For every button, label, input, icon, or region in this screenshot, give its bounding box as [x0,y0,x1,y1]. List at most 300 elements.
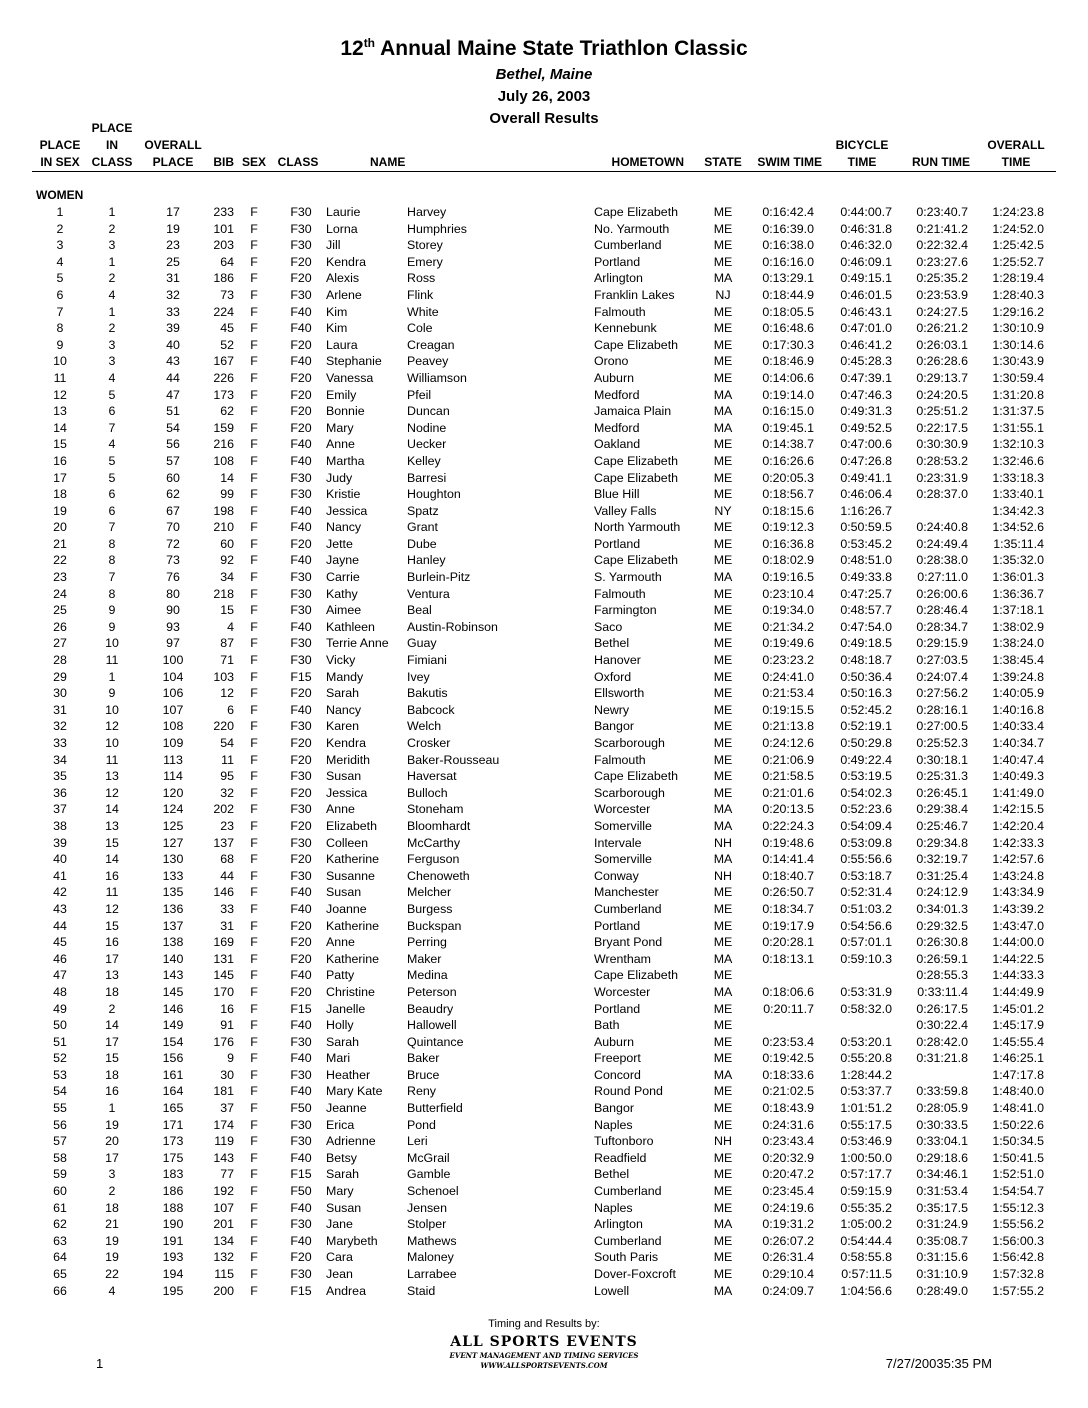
cell-overall-time: 1:29:16.2 [992,304,1044,319]
cell-first-name: Anne [326,935,355,950]
cell-first-name: Christine [326,984,375,999]
cell-run-time: 0:35:08.7 [916,1233,968,1248]
cell-hometown: Conway [594,868,639,883]
cell-first-name: Andrea [326,1283,366,1298]
cell-place-in-class: 2 [108,271,116,286]
cell-hometown: Wrentham [594,951,651,966]
cell-first-name: Jeanne [326,1101,367,1116]
cell-place-in-sex: 34 [53,752,67,767]
cell-hometown: Bangor [594,1101,634,1116]
cell-hometown: Newry [594,702,630,717]
cell-run-time: 0:28:42.0 [916,1034,968,1049]
cell-bicycle-time: 0:51:03.2 [840,901,892,916]
cell-overall-time: 1:40:33.4 [992,719,1044,734]
table-row [0,420,1088,437]
cell-hometown: Medford [594,387,640,402]
cell-class: F20 [290,271,312,286]
cell-bib: 73 [220,287,234,302]
cell-last-name: Melcher [407,885,452,900]
cell-swim-time: 0:19:12.3 [762,520,814,535]
cell-bib: 62 [220,404,234,419]
cell-class: F40 [290,885,312,900]
cell-bib: 107 [213,1200,234,1215]
cell-sex: F [250,1051,258,1066]
cell-sex: F [250,1034,258,1049]
cell-state: ME [713,603,733,618]
cell-sex: F [250,1250,258,1265]
table-row [0,221,1088,238]
cell-sex: F [250,984,258,999]
cell-run-time: 0:27:11.0 [917,570,968,585]
cell-class: F30 [290,586,312,601]
cell-run-time: 0:26:45.1 [916,785,968,800]
cell-overall-place: 146 [162,1001,184,1016]
cell-first-name: Susan [326,1200,362,1215]
cell-swim-time: 0:23:10.4 [762,586,814,601]
cell-last-name: Bruce [407,1067,440,1082]
table-row [0,270,1088,287]
cell-run-time: 0:25:31.3 [916,769,968,784]
cell-overall-place: 175 [162,1150,184,1165]
cell-overall-time: 1:55:56.2 [992,1217,1044,1232]
cell-place-in-class: 18 [105,1200,119,1215]
cell-sex: F [250,1267,258,1281]
cell-run-time: 0:34:46.1 [916,1167,968,1182]
cell-bib: 176 [213,1034,234,1049]
cell-place-in-class: 1 [108,1101,116,1116]
cell-first-name: Jean [326,1267,353,1281]
cell-overall-place: 194 [162,1267,184,1281]
table-row [0,951,1088,968]
cell-overall-place: 114 [163,769,183,784]
table-row [0,1117,1088,1134]
cell-place-in-sex: 4 [56,254,64,269]
cell-place-in-class: 12 [105,901,119,916]
cell-hometown: Portland [594,918,641,933]
cell-bib: 37 [220,1101,234,1116]
cell-bicycle-time: 0:48:57.7 [840,603,892,618]
cell-last-name: Beal [407,603,432,618]
cell-state: ME [713,935,733,950]
table-row [0,586,1088,603]
cell-place-in-class: 2 [108,1184,116,1199]
cell-overall-place: 124 [162,802,184,817]
cell-class: F30 [290,653,312,668]
cell-overall-place: 161 [162,1067,184,1082]
cell-run-time: 0:31:10.9 [916,1267,968,1281]
cell-overall-place: 51 [166,404,180,419]
cell-bib: 92 [220,553,234,568]
cell-overall-place: 90 [166,603,180,618]
table-row [0,1150,1088,1167]
event-location: Bethel, Maine [495,66,593,83]
table-row [0,353,1088,370]
cell-class: F40 [290,553,312,568]
cell-bicycle-time: 0:49:31.3 [840,404,892,419]
cell-last-name: Peavey [407,354,449,369]
cell-overall-place: 113 [163,752,183,767]
cell-swim-time: 0:23:45.4 [762,1184,814,1199]
cell-sex: F [250,1283,258,1298]
cell-state: MA [713,271,733,286]
cell-place-in-sex: 64 [53,1250,67,1265]
cell-overall-time: 1:43:47.0 [992,918,1044,933]
cell-class: F20 [290,918,312,933]
cell-last-name: Perring [407,935,447,950]
cell-bicycle-time: 0:53:18.7 [840,868,892,883]
cell-sex: F [250,885,258,900]
cell-sex: F [250,1084,258,1099]
cell-overall-time: 1:56:42.8 [992,1250,1044,1265]
cell-place-in-sex: 33 [53,736,67,750]
cell-swim-time: 0:24:09.7 [762,1283,814,1298]
cell-run-time: 0:24:12.9 [916,885,968,900]
cell-sex: F [250,769,258,784]
table-row [0,652,1088,669]
cell-first-name: Cara [326,1250,353,1265]
cell-hometown: South Paris [594,1250,659,1265]
cell-last-name: Staid [407,1283,436,1298]
cell-place-in-class: 15 [105,835,119,850]
cell-overall-place: 156 [162,1051,184,1066]
cell-hometown: Ellsworth [594,686,645,701]
cell-last-name: Houghton [407,487,461,502]
cell-overall-place: 56 [166,437,180,452]
cell-place-in-class: 10 [105,702,119,717]
cell-state: ME [713,536,733,551]
cell-first-name: Katherine [326,852,380,867]
table-row [0,387,1088,404]
cell-first-name: Arlene [326,287,362,302]
cell-bicycle-time: 0:55:20.8 [840,1051,892,1066]
cell-bib: 71 [220,653,234,668]
cell-bicycle-time: 0:50:16.3 [840,686,892,701]
cell-place-in-sex: 39 [53,835,67,850]
cell-run-time: 0:30:22.4 [916,1018,968,1033]
cell-place-in-sex: 56 [53,1117,67,1132]
cell-last-name: McCarthy [407,835,461,850]
cell-class: F20 [290,785,312,800]
cell-place-in-class: 18 [105,984,119,999]
cell-place-in-class: 16 [105,1084,119,1099]
cell-bib: 23 [220,818,234,833]
cell-overall-time: 1:40:34.7 [992,736,1044,750]
cell-place-in-class: 3 [108,238,116,253]
cell-state: ME [713,785,733,800]
cell-state: ME [713,586,733,601]
cell-hometown: Worcester [594,802,651,817]
header-bicycle-time: BICYCLE TIME [835,138,889,169]
cell-bicycle-time: 0:47:00.6 [840,437,892,452]
cell-swim-time: 0:23:43.4 [762,1134,814,1149]
cell-class: F20 [290,370,312,385]
cell-class: F20 [290,337,312,352]
cell-swim-time: 0:16:48.6 [762,321,814,336]
cell-class: F30 [290,570,312,585]
cell-last-name: Quintance [407,1034,464,1049]
table-row [0,370,1088,387]
cell-swim-time: 0:26:31.4 [762,1250,814,1265]
cell-bicycle-time: 0:47:26.8 [840,453,892,468]
cell-first-name: Kendra [326,254,366,269]
cell-last-name: Babcock [407,702,455,717]
cell-overall-time: 1:35:32.0 [992,553,1044,568]
cell-hometown: Readfield [594,1150,647,1165]
cell-bicycle-time: 0:46:43.1 [840,304,892,319]
table-row [0,1233,1088,1250]
cell-hometown: Round Pond [594,1084,663,1099]
cell-last-name: Ferguson [407,852,460,867]
cell-overall-time: 1:57:55.2 [992,1283,1044,1298]
cell-overall-place: 80 [166,586,180,601]
cell-sex: F [250,935,258,950]
cell-run-time: 0:30:33.5 [916,1117,968,1132]
table-row [0,1266,1088,1283]
cell-bicycle-time: 0:52:23.6 [840,802,892,817]
cell-last-name: Crosker [407,736,451,750]
cell-last-name: Baker-Rousseau [407,752,500,767]
cell-overall-place: 138 [162,935,184,950]
cell-hometown: Jamaica Plain [594,404,672,419]
cell-sex: F [250,404,258,419]
table-row [0,801,1088,818]
table-row [0,254,1088,271]
cell-first-name: Vanessa [326,370,374,385]
cell-state: MA [713,570,733,585]
cell-hometown: Lowell [594,1283,630,1298]
cell-state: ME [713,1001,733,1016]
cell-run-time: 0:27:03.5 [916,653,968,668]
cell-sex: F [250,603,258,618]
cell-place-in-sex: 66 [53,1283,67,1298]
cell-overall-place: 120 [162,785,184,800]
cell-class: F20 [290,1250,312,1265]
cell-bib: 218 [213,586,234,601]
cell-run-time: 0:29:34.8 [916,835,968,850]
cell-swim-time: 0:20:05.3 [762,470,814,485]
cell-first-name: Susanne [326,868,375,883]
cell-state: MA [713,951,733,966]
cell-sex: F [250,802,258,817]
table-row [0,1200,1088,1217]
cell-overall-place: 40 [166,337,180,352]
cell-hometown: Arlington [594,271,643,286]
cell-swim-time: 0:18:02.9 [762,553,814,568]
cell-first-name: Katherine [326,951,380,966]
cell-first-name: Colleen [326,835,369,850]
header-bib: BIB [213,155,234,169]
cell-sex: F [250,370,258,385]
cell-run-time: 0:25:35.2 [916,271,968,286]
cell-overall-time: 1:40:47.4 [992,752,1044,767]
cell-last-name: Hallowell [407,1018,457,1033]
cell-bicycle-time: 0:55:17.5 [840,1117,892,1132]
cell-place-in-class: 19 [105,1117,119,1132]
cell-first-name: Erica [326,1117,355,1132]
cell-state: MA [713,1067,733,1082]
cell-state: ME [713,470,733,485]
cell-place-in-sex: 19 [53,503,67,518]
cell-first-name: Emily [326,387,357,402]
cell-overall-time: 1:38:45.4 [992,653,1044,668]
cell-run-time: 0:24:27.5 [916,304,968,319]
table-row [0,934,1088,951]
cell-bicycle-time: 0:47:25.7 [840,586,892,601]
cell-bib: 170 [213,984,234,999]
cell-swim-time: 0:14:41.4 [762,852,814,867]
cell-state: ME [713,636,733,651]
table-row [0,918,1088,935]
cell-first-name: Laura [326,337,358,352]
cell-first-name: Betsy [326,1150,357,1165]
cell-place-in-class: 9 [108,686,116,701]
cell-place-in-sex: 15 [53,437,67,452]
cell-swim-time: 0:16:38.0 [762,238,814,253]
cell-class: F40 [290,321,312,336]
cell-sex: F [250,1001,258,1016]
cell-bicycle-time: 0:49:22.4 [840,752,892,767]
cell-last-name: Peterson [407,984,457,999]
cell-run-time: 0:31:25.4 [916,868,968,883]
cell-swim-time: 0:18:56.7 [762,487,814,502]
cell-first-name: Kim [326,304,348,319]
cell-hometown: Arlington [594,1217,643,1232]
table-row [0,984,1088,1001]
cell-hometown: Orono [594,354,629,369]
cell-first-name: Meridith [326,752,371,767]
cell-last-name: Hanley [407,553,446,568]
cell-swim-time: 0:18:06.6 [762,984,814,999]
cell-overall-place: 72 [166,536,180,551]
cell-overall-time: 1:31:20.8 [992,387,1044,402]
section-label-women: WOMEN [36,188,84,202]
cell-run-time: 0:29:13.7 [916,370,968,385]
cell-overall-time: 1:38:02.9 [992,619,1044,634]
cell-bib: 202 [213,802,234,817]
cell-overall-time: 1:39:24.8 [992,669,1044,684]
cell-place-in-class: 17 [105,1034,119,1049]
cell-place-in-class: 5 [108,387,116,402]
cell-last-name: Flink [407,287,434,302]
cell-first-name: Bonnie [326,404,365,419]
cell-run-time: 0:23:27.6 [916,254,968,269]
cell-overall-place: 137 [162,918,184,933]
cell-last-name: Butterfield [407,1101,463,1116]
cell-hometown: Somerville [594,818,652,833]
cell-state: MA [713,404,733,419]
cell-place-in-class: 20 [105,1134,119,1149]
cell-sex: F [250,901,258,916]
cell-class: F20 [290,951,312,966]
cell-sex: F [250,818,258,833]
cell-place-in-class: 15 [105,1051,119,1066]
cell-overall-time: 1:42:15.5 [992,802,1044,817]
cell-bicycle-time: 0:47:46.3 [840,387,892,402]
cell-run-time: 0:29:18.6 [916,1150,968,1165]
cell-bicycle-time: 0:57:11.5 [841,1267,892,1281]
cell-bicycle-time: 0:49:41.1 [840,470,892,485]
cell-place-in-sex: 45 [53,935,67,950]
cell-place-in-sex: 40 [53,852,67,867]
cell-overall-place: 145 [162,984,184,999]
cell-place-in-sex: 28 [53,653,67,668]
cell-class: F40 [290,968,312,983]
header-run-time: RUN TIME [912,155,970,169]
cell-bib: 186 [213,271,234,286]
cell-swim-time: 0:24:31.6 [762,1117,814,1132]
cell-class: F30 [290,769,312,784]
cell-bicycle-time: 0:52:45.2 [840,702,892,717]
cell-overall-place: 57 [166,453,180,468]
cell-swim-time: 0:26:50.7 [762,885,814,900]
cell-first-name: Mary [326,1184,354,1199]
cell-sex: F [250,586,258,601]
cell-bib: 91 [220,1018,234,1033]
cell-class: F30 [290,287,312,302]
cell-hometown: Valley Falls [594,503,657,518]
cell-overall-place: 195 [162,1283,184,1298]
cell-sex: F [250,1018,258,1033]
cell-place-in-sex: 22 [53,553,67,568]
cell-swim-time: 0:16:36.8 [762,536,814,551]
cell-swim-time: 0:18:44.9 [762,287,814,302]
cell-run-time: 0:32:19.7 [916,852,968,867]
cell-hometown: North Yarmouth [594,520,681,535]
cell-first-name: Marybeth [326,1233,378,1248]
cell-swim-time: 0:18:15.6 [762,503,814,518]
cell-place-in-sex: 11 [53,370,67,385]
cell-last-name: Burgess [407,901,453,916]
cell-swim-time: 0:13:29.1 [762,271,814,286]
cell-bib: 192 [213,1184,234,1199]
cell-overall-time: 1:48:41.0 [992,1101,1044,1116]
results-subtitle: Overall Results [489,110,599,127]
cell-place-in-sex: 61 [53,1200,67,1215]
cell-class: F30 [290,238,312,253]
cell-hometown: Worcester [594,984,651,999]
table-row [0,1017,1088,1034]
cell-bib: 220 [213,719,234,734]
cell-overall-time: 1:43:39.2 [992,901,1044,916]
cell-swim-time: 0:20:47.2 [762,1167,814,1182]
cell-state: MA [713,1283,733,1298]
cell-state: ME [713,653,733,668]
cell-overall-place: 25 [166,254,180,269]
cell-run-time: 0:24:07.4 [916,669,968,684]
table-row [0,403,1088,420]
cell-last-name: Beaudry [407,1001,454,1016]
cell-overall-time: 1:30:59.4 [992,370,1044,385]
cell-bicycle-time: 0:57:01.1 [840,935,892,950]
cell-state: MA [713,420,733,435]
cell-bib: 119 [214,1134,234,1149]
cell-bicycle-time: 0:46:32.0 [840,238,892,253]
cell-place-in-class: 6 [108,404,116,419]
table-row [0,818,1088,835]
cell-bib: 167 [213,354,234,369]
header-overall-time: OVERALL TIME [987,138,1045,169]
cell-sex: F [250,951,258,966]
cell-overall-time: 1:44:33.3 [992,968,1044,983]
cell-place-in-sex: 62 [53,1217,67,1232]
cell-place-in-sex: 65 [53,1267,67,1281]
cell-class: F30 [290,868,312,883]
cell-overall-place: 31 [166,271,180,286]
cell-first-name: Anne [326,437,355,452]
cell-hometown: Oakland [594,437,641,452]
cell-place-in-sex: 36 [53,785,67,800]
cell-state: NY [714,503,732,518]
